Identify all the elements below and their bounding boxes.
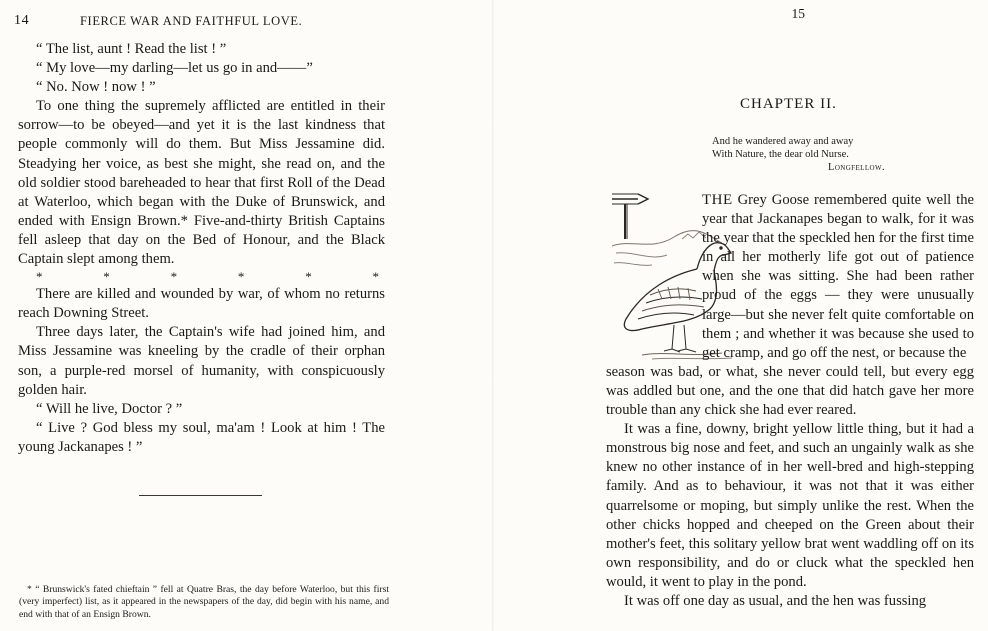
footnote-text: * “ Brunswick's fated chieftain ” fell at Quatre Bras, the day before Waterloo, but this first (very imperfect) list, as it appeared in the newspapers of the day, did begin with his name, and end with that of an Ensign Brown. [19,584,389,620]
paragraph: “ Live ? God bless my soul, ma'am ! Look at him ! The young Jackanapes ! ” [18,419,385,455]
paragraph: Three days later, the Captain's wife had joined him, and Miss Jessamine was kneeling by the cradle of their orphan son, a purple-red morsel of humanity, with conspicuously golden hair. [18,324,385,398]
paragraph: “ Will he live, Doctor ? ” [36,400,183,417]
epigraph [712,135,885,174]
right-body-text [606,191,974,611]
paragraph: “ My love—my darling—let us go in and——” [36,60,313,77]
paragraph: It was off one day as usual, and the hen was fussing [624,592,927,609]
page-number: 14 [14,13,30,28]
asterisk: * [372,269,379,285]
right-page [494,0,988,631]
paragraph: “ The list, aunt ! Read the list ! ” [36,41,227,57]
epigraph-line: And he wandered away and away [712,136,854,147]
paragraph: season was bad, or what, she never could tell, but every egg was addled but one, and the one that did hatch gave her more trouble than any chick she had ever reared. [606,363,974,419]
epigraph-author: Longfellow. [828,162,885,173]
asterisk: * [237,269,245,285]
page-number: 15 [791,6,805,21]
paragraph: “ No. Now ! now ! ” [36,79,156,96]
paragraph: There are killed and wounded by war, of whom no returns reach Downing Street. [18,286,385,322]
footnote-rule [139,495,262,496]
footnote [19,584,389,621]
paragraph: It was a fine, downy, bright yellow little thing, but it had a monstrous big nose and feet, and such an ungainly walk as she knew no other instance of in her well-bred and high-stepping family. And as to behaviour, it was not that it was either quarrelsome or moping, but simply unlike the rest. When the other chicks hopped and cheeped on the Green about their mother's feet, this solitary yellow brat went waddling off on its own responsibility, and do or cluck what the speckled hen would, it went to play in the pond. [606,421,974,590]
drop-cap-rest: HE [711,192,733,208]
asterisk: * [170,269,178,285]
paragraph: To one thing the supremely afflicted are entitled in their sorrow—to be obeyed—and yet it is the last kindness that people commonly will do them. But Miss Jessamine did. Steadying her voice, as best she might, she read on, and the old soldier stood bareheaded to hear that first Roll of the Dead at Waterloo, which began with the Duke of Brunswick, and ended with Ensign Brown.* Five-and-thirty British Captains fell asleep that day on the Bed of Honour, and the Black Captain slept among them. [18,98,385,268]
chapter-heading: CHAPTER II. [740,96,837,112]
epigraph-line: With Nature, the dear old Nurse. [712,149,849,160]
opening-paragraph [606,191,974,363]
asterisk: * [36,269,43,285]
paragraph-text: Grey Goose remembered quite well the year that Jackanapes began to walk, for it was the year that the speckled hen for the first time in all her motherly life got out of patience when she was sitting. She had been rather proud of the eggs — they were unusually large—but she never felt quite comfortable on them ; and whether it was because she used to get cramp, and go off the nest, or because the [702,192,974,361]
left-body-text [18,40,385,457]
section-break [18,269,385,285]
drop-cap: T [702,192,712,208]
asterisk: * [305,269,312,285]
running-title: FIERCE WAR AND FAITHFUL LOVE. [80,14,303,28]
asterisk: * [103,269,110,285]
